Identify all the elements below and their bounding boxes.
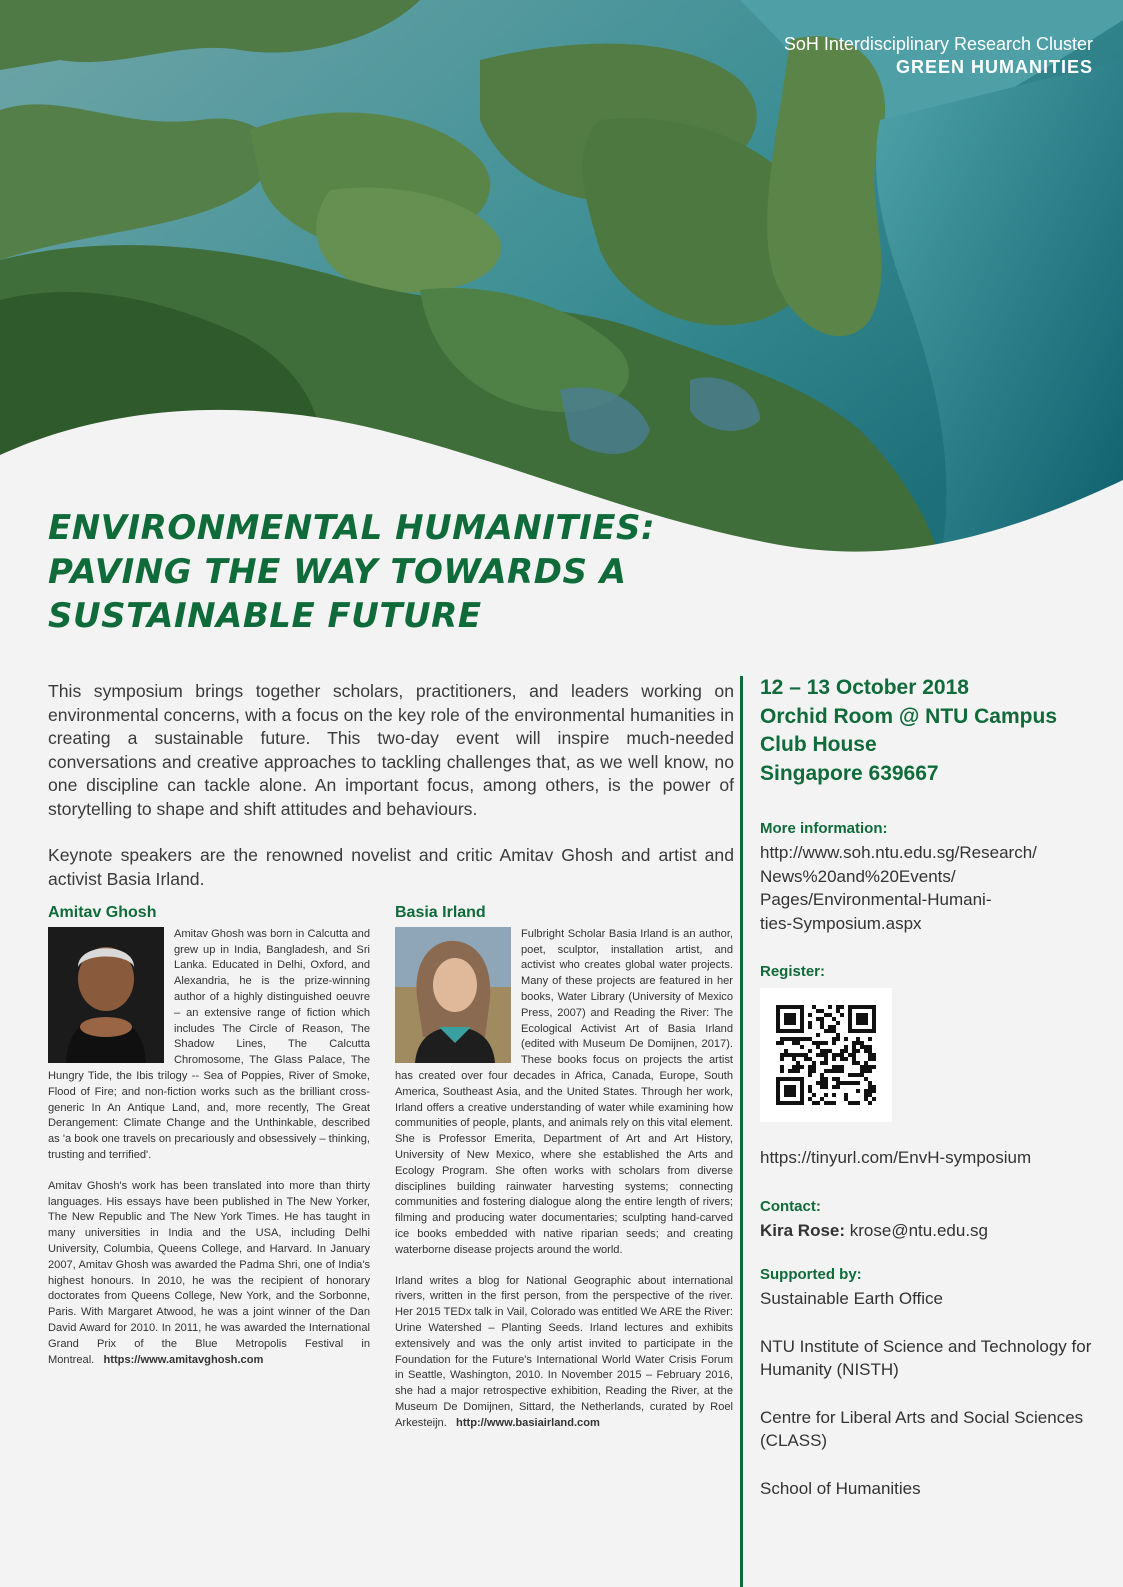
event-city: Singapore 639667 — [760, 761, 939, 785]
supporter-item: School of Humanities — [760, 1478, 921, 1498]
speaker-name: Amitav Ghosh — [48, 904, 157, 921]
event-details — [760, 674, 1100, 788]
hero-aerial-image — [0, 0, 1123, 560]
irland-portrait — [395, 927, 511, 1063]
speaker-bio-1: Fulbright Scholar Basia Irland is an author, poet, sculptor, installation artist, and activist who creates global water projects. Many of these projects are featured in her books, Water Library (University of Mexico Press, 2007) and Reading the River: The Ecological Activist Art of Basia Irland (edited with Museum De Domijnen, 2017). These books focus on projects the artist has created over four decades in Africa, Canada, Europe, South America, Southeast Asia, and the United States. Through her work, Irland offers a creative understanding of water while examining how communities of people, plants, and animals rely on this vital element. She is Professor Emerita, Department of Art and Art History, University of New Mexico, where she established the Arts and Ecology Program. She often works with scholars from diverse disciplines building rainwater harvesting systems; connecting communities and fostering dialogue along the entire length of rivers; filming and producing water documentaries; sculpting hand-carved ice books embedded with native riparian seeds; and creating waterborne disease projects around the world. — [395, 927, 733, 1256]
speaker-bio-2-text: Irland writes a blog for National Geographic about international rivers, written in the first person, from the perspective of the river. Her 2015 TEDx talk in Vail, Colorado was entitled We ARE the River: Urine Watershed – Planting Seeds. Irland lectures and exhibits extensively and was the only artist invited to participate in the Foundation for the Future's International World Water Crisis Forum in Seattle, Washington, 2010. In November 2015 – February 2016, she had a major retrospective exhibition, Reading the River, at the Museum De Domijnen, Sittard, the Netherlands, curated by Roel Arkesteijn. — [395, 1274, 733, 1429]
title-line3: SUSTAINABLE FUTURE — [48, 596, 482, 636]
cluster-line1: SoH Interdisciplinary Research Cluster — [783, 34, 1093, 54]
ghosh-portrait — [48, 927, 164, 1063]
supporters-list — [760, 1287, 1100, 1500]
event-venue-line1: Orchid Room @ NTU Campus — [760, 704, 1057, 728]
supporter-item: Sustainable Earth Office — [760, 1289, 944, 1308]
event-venue-line2: Club House — [760, 733, 877, 756]
register-qr-code-icon[interactable] — [760, 988, 892, 1122]
speaker-website-link[interactable]: http://www.basiairland.com — [456, 1416, 600, 1429]
more-info-url-1: http://www.soh.ntu.edu.sg/Research/ — [760, 843, 1037, 862]
title-line1: ENVIRONMENTAL HUMANITIES: — [48, 508, 656, 548]
more-info-url-4: ties-Symposium.aspx — [760, 913, 922, 933]
contact-name: Kira Rose: — [760, 1220, 846, 1240]
speaker-website-link[interactable]: https://www.amitavghosh.com — [103, 1353, 264, 1366]
intro-paragraph-1: This symposium brings together scholars, practitioners, and leaders working on environmental concerns, with a focus on the key role of the environmental humanities in creating a sustainable future. This two-day event will inspire much-needed conversations and creative approaches to tackling challenges that, as we well know, no one discipline can tackle alone. An important focus, among others, is the power of storytelling to shape and shift attitudes and behaviours. — [48, 681, 734, 819]
register-label: Register: — [760, 963, 826, 980]
speaker-bio-1: Amitav Ghosh was born in Calcutta and grew up in India, Bangladesh, and Sri Lanka. Educated in Delhi, Oxford, and Alexandria, he is the prize-winning author of a highly distinguished oeuvre – an extensive range of fiction which includes The Circle of Reason, The Shadow Lines, The Calcutta Chromosome, The Glass Palace, The Hungry Tide, the Ibis trilogy -- Sea of Poppies, River of Smoke, Flood of Fire; and non-fiction works such as the brilliant cross-generic In An Antique Land, and, more recently, The Great Derangement: Climate Change and the Unthinkable, described as 'a book one travels on precariously and obsessively – thinking, trusting and terrified'. — [48, 927, 370, 1161]
speaker-ghosh — [48, 905, 370, 1383]
event-date: 12 – 13 October 2018 — [760, 676, 969, 699]
title-line2: PAVING THE WAY TOWARDS A — [48, 552, 627, 592]
page-title — [48, 506, 655, 638]
research-cluster-label — [784, 34, 1093, 78]
intro-paragraph-2: Keynote speakers are the renowned novelist and critic Amitav Ghosh and artist and activist Basia Irland. — [48, 845, 734, 889]
sidebar-divider — [740, 676, 743, 1587]
more-info-label: More information: — [760, 820, 888, 837]
contact-label: Contact: — [760, 1197, 821, 1215]
contact-email[interactable]: krose@ntu.edu.sg — [849, 1220, 988, 1240]
supported-by-label: Supported by: — [760, 1266, 862, 1283]
supporter-item: NTU Institute of Science and Technology for Humanity (NISTH) — [760, 1336, 1092, 1379]
more-info-url-2: News%20and%20Events/ — [760, 866, 956, 886]
speaker-name: Basia Irland — [395, 904, 486, 921]
contact-details — [760, 1219, 1100, 1243]
cluster-line2: GREEN HUMANITIES — [895, 57, 1093, 77]
speaker-bio-2-text: Amitav Ghosh's work has been translated into more than thirty languages. His essays have been published in The New Yorker, The New Republic and The New York Times. He has taught in many universities in India and the USA, including Delhi University, Columbia, Queens College, and Harvard. In January 2007, Amitav Ghosh was awarded the Padma Shri, one of India's highest honours. In 2010, he was the recipient of honorary doctorates from Queens College, New York, and the Sorbonne, Paris. With Margaret Atwood, he was a joint winner of the Dan David Award for 2010. In 2011, he was awarded the International Grand Prix of the Blue Metropolis Festival in Montreal. — [48, 1179, 370, 1366]
supporter-item: Centre for Liberal Arts and Social Sciences (CLASS) — [760, 1407, 1084, 1450]
speaker-bio-2 — [48, 1179, 370, 1369]
speaker-bio-2 — [395, 1274, 733, 1432]
intro-text — [48, 680, 734, 914]
event-sidebar — [760, 674, 1100, 1524]
speaker-irland — [395, 905, 733, 1447]
more-info-link[interactable] — [760, 841, 1100, 935]
register-url[interactable]: https://tinyurl.com/EnvH-symposium — [760, 1148, 1032, 1167]
more-info-url-3: Pages/Environmental-Humani- — [760, 890, 992, 909]
